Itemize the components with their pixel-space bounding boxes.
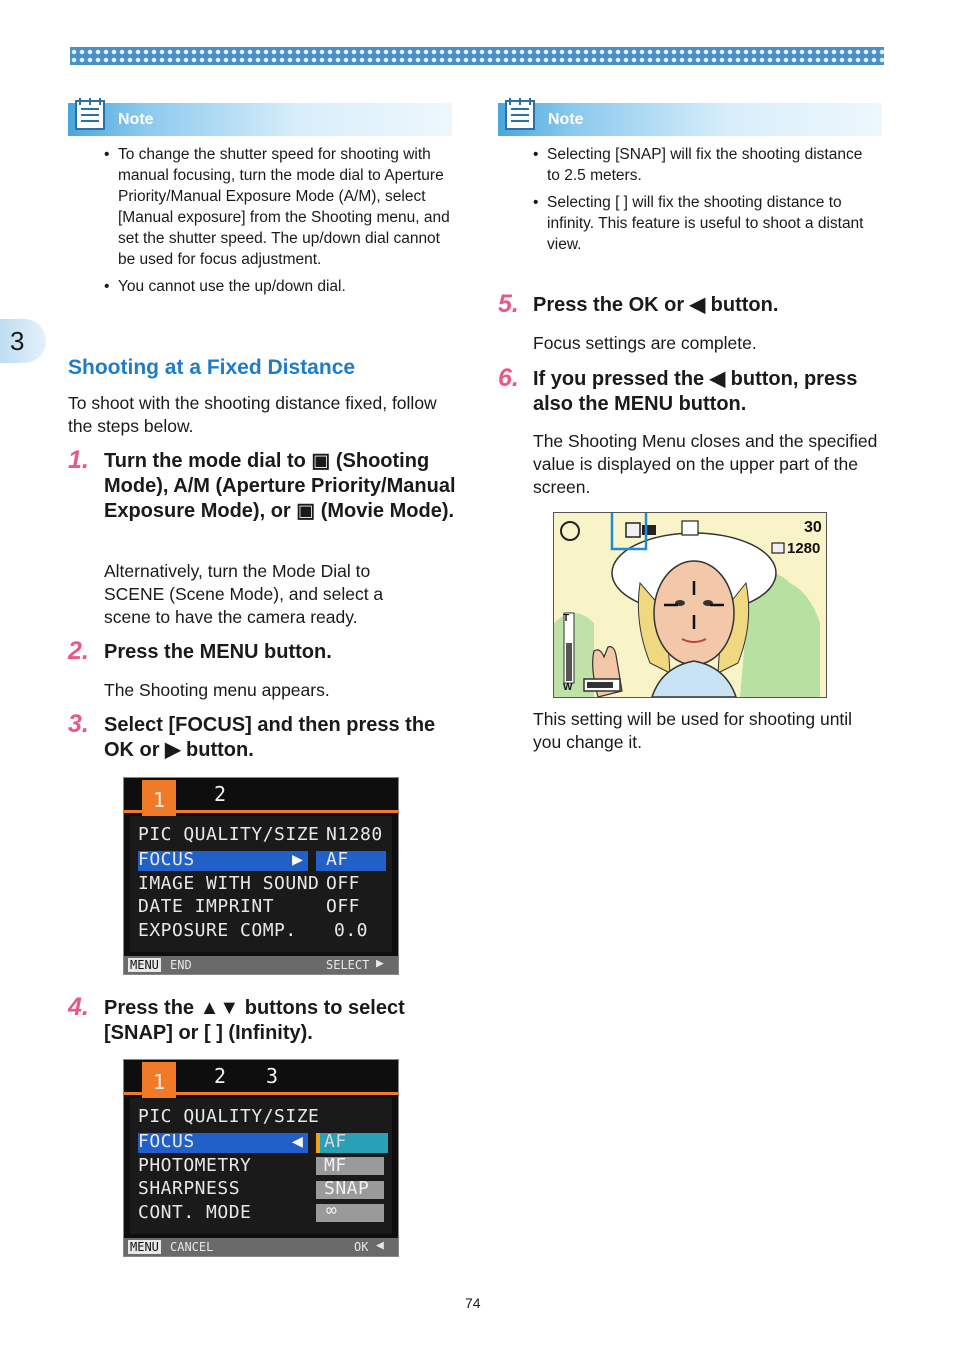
list-item: • To change the shutter speed for shooting with manual focusing, turn the mode dial to Aperture Priority/Manual Exposure Mode (A/M), select [Manual exposure] from the Shooting menu, and set the shutter speed. The up/down dial cannot be used for focus adjustment. — [104, 144, 454, 270]
right-note-bullets — [533, 144, 879, 261]
right-note-header — [498, 103, 882, 136]
menu-tab: 1 — [153, 1070, 166, 1094]
menu-row-label: FOCUS — [138, 849, 195, 870]
chapter-number: 3 — [10, 326, 25, 356]
step-number: 6. — [498, 364, 519, 392]
step-heading: Turn the mode dial to ▣ (Shooting Mode), A/M (Aperture Priority/Manual Exposure Mode), or ▣ (Movie Mode). — [104, 450, 456, 522]
menu-row-label: PIC QUALITY/SIZE — [138, 824, 320, 845]
step-heading: If you pressed the ◀ button, press also the MENU button. — [533, 368, 858, 415]
chapter-tab — [0, 319, 46, 363]
note-label: Note — [548, 111, 584, 128]
menu-row-label: FOCUS — [138, 1131, 195, 1152]
right-arrow-icon: ▶ — [292, 849, 304, 870]
menu-row-label: PIC QUALITY/SIZE — [138, 1106, 320, 1127]
menu-row-value: OFF — [326, 896, 361, 917]
step-body: Focus settings are complete. — [533, 333, 757, 353]
left-note-header — [68, 103, 452, 136]
section-title: Shooting at a Fixed Distance — [68, 356, 356, 379]
closing-text: This setting will be used for shooting until you change it. — [533, 709, 853, 752]
menu-key-label: MENU — [130, 958, 159, 972]
step-number: 5. — [498, 290, 519, 318]
image-size: 1280 — [787, 540, 821, 557]
footer-right-label: OK — [354, 1240, 369, 1254]
portrait-illustration — [554, 513, 826, 697]
list-item: • Selecting [SNAP] will fix the shooting distance to 2.5 meters. — [533, 144, 879, 186]
left-note-bullets — [104, 144, 454, 303]
menu-row-value: ∞ — [326, 1200, 338, 1221]
menu-row-value: OFF — [326, 873, 361, 894]
notepad-icon — [500, 97, 538, 131]
step-number: 2. — [68, 637, 89, 665]
menu-row-label: SHARPNESS — [138, 1178, 241, 1199]
step-heading: Press the MENU button. — [104, 641, 332, 663]
menu-row-label: EXPOSURE COMP. — [138, 920, 297, 941]
menu-row-value: AF — [324, 1131, 347, 1152]
menu-row-value: N1280 — [326, 824, 383, 845]
menu-tab: 2 — [214, 1064, 227, 1088]
shot-count: 30 — [804, 519, 822, 536]
menu-row-value: MF — [324, 1155, 347, 1176]
step-body: The Shooting Menu closes and the specified value is displayed on the upper part of the screen. — [533, 431, 878, 497]
step-heading: Press the ▲▼ buttons to select [SNAP] or [ ] (Infinity). — [104, 997, 405, 1044]
step-number: 3. — [68, 710, 89, 738]
step-number: 4. — [68, 993, 89, 1021]
menu-row-label: IMAGE WITH SOUND — [138, 873, 320, 894]
menu-row-value: SNAP — [324, 1178, 370, 1199]
step-heading: Press the OK or ◀ button. — [533, 294, 779, 316]
right-arrow-icon: ▶ — [376, 956, 384, 971]
note-label: Note — [118, 111, 154, 128]
page-number: 74 — [465, 1295, 481, 1311]
left-arrow-icon: ◀ — [292, 1131, 304, 1152]
menu-row-label: PHOTOMETRY — [138, 1155, 252, 1176]
menu-row-label: CONT. MODE — [138, 1202, 252, 1223]
step-body: The Shooting menu appears. — [104, 680, 330, 700]
zoom-wide-label: W — [563, 682, 573, 693]
menu-tab: 2 — [214, 782, 227, 806]
camera-menu-screen-snap — [123, 1059, 399, 1257]
camera-preview-screen — [553, 512, 827, 698]
list-item: • You cannot use the up/down dial. — [104, 276, 454, 297]
menu-row-value: AF — [326, 849, 349, 870]
footer-left-label: END — [170, 958, 192, 972]
zoom-tele-label: T — [563, 613, 570, 624]
left-arrow-icon: ◀ — [376, 1238, 384, 1253]
section-intro: To shoot with the shooting distance fixed, follow the steps below. — [68, 393, 437, 436]
step-number: 1. — [68, 446, 89, 474]
footer-left-label: CANCEL — [170, 1240, 214, 1254]
camera-menu-screen-focus — [123, 777, 399, 975]
list-item: • Selecting [ ] will fix the shooting distance to infinity. This feature is useful to shoot a distant view. — [533, 192, 879, 255]
footer-right-label: SELECT — [326, 958, 370, 972]
menu-row-label: DATE IMPRINT — [138, 896, 275, 917]
menu-tab: 1 — [153, 788, 166, 812]
menu-tab: 3 — [266, 1064, 279, 1088]
notepad-icon — [70, 97, 108, 131]
menu-row-value: 0.0 — [334, 920, 369, 941]
menu-key-label: MENU — [130, 1240, 159, 1254]
step-body: Alternatively, turn the Mode Dial to SCENE (Scene Mode), and select a scene to have the camera ready. — [104, 561, 384, 627]
step-heading: Select [FOCUS] and then press the OK or ▶ button. — [104, 714, 436, 761]
header-pattern-bar — [70, 47, 884, 65]
